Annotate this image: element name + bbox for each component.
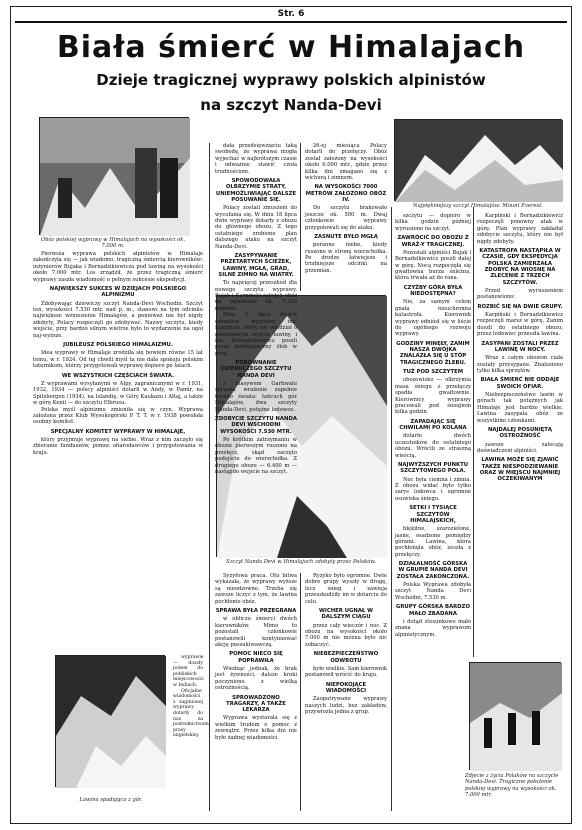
caption-climbers: Zdjęcie z życia Polaków na szczycie Nanda-Devi. Tragiczne położenie polskiej wyprawy na wysokości ok. 7.000 mtr. [465, 773, 559, 799]
section-heading: TUŻ POD SZCZYTEM [403, 369, 463, 376]
paragraph: Nie, za samym celem gnała nieuchronna katastrofa. Kierownik wyprawy odniósł się w liście do ogólnego rozwoju wyprawy. [395, 299, 471, 338]
section-heading: NIEPOKOJĄCE WIADOMOŚCI [325, 681, 367, 694]
top-rule [15, 21, 567, 23]
paragraph: w obliczu śmierci dwóch kierowników. Mimo to pozostali członkowie postanowili kontynuować akcję poszukiwawczą. [215, 616, 297, 648]
column-rule [300, 143, 301, 291]
section-heading: DZIAŁALNOŚĆ GÓRSKA W GRUPIE NANDA DEVI ZOSTAŁA ZAKOŃCZONA. [396, 561, 470, 580]
article-column-5 [477, 213, 563, 657]
paragraph: Dnia 2 lipca dwóch członków wyprawy, inż. Karpiński, który nie wiedział o gwałtownym zejściu lawiny, i inż. Bernadzikiewicz poszli przez niebezpieczny żleb w górę. [215, 312, 297, 357]
section-heading: WE WSZYSTKICH CZĘŚCIACH ŚWIATA. [61, 372, 175, 379]
paragraph: Ryzyko było ogromne. Dwie dobre grupy wyszły w drogę, lecz śnieg i zawieja przeszkodziły im w dotarciu do celu. [305, 573, 387, 605]
paragraph: Idea wyprawy w Himalaje zrodziła się bowiem równe 15 lat temu, w r. 1924. Od tej chwili myśl ta nie dała spokoju polskim taternikom, którzy przygotowali wyprawę dopiero po latach. [33, 350, 203, 370]
paragraph: poranne niebo, kiedy ruszono w stronę wierzchołka. Po drodze łatwiejsze i trudniejsze odcinki na przemian. [305, 242, 387, 274]
paragraph: Niebezpieczeństwo lawin w górach tak potężnych jak Himalaje jest bardzo wielkie. Lawina zasypała obóz ze wszystkimi członkami. [477, 391, 563, 424]
article-column-6 [215, 573, 297, 811]
article-column-8 [173, 655, 209, 811]
paragraph: przez cały wieczór i noc. Z obozu na wysokości około 7.000 m nie można było nic zobaczyć. [305, 622, 387, 648]
photo-everest [394, 119, 562, 201]
subheadline: Dzieje tragicznej wyprawy polskich alpinistów [96, 71, 486, 89]
paragraph: Polska myśl alpinizmu zmieniła się w czyn. Wyprawa założona przez Klub Wysokogórski P. T. T. w r. 1938 powołała osobny komitet. [33, 406, 203, 426]
paragraph: Polacy zostali zmuszeni do wycofania się. W dniu 18 lipca dwie wyprawy dotarły z obozu do głównego obozu. Z tego ostatniego zrobiono plan dalszego ataku na szczyt Nanda-Devi. [215, 205, 297, 250]
paragraph: dała przedsięwzięciu taką swobodę, że wyprawa mogła wyjechać w najkrótszym czasie i odważnie stawić czoła trudnościom. [215, 143, 297, 175]
column-rule [473, 207, 474, 657]
paragraph: z masywem Garhwalu sprawia wrażenie zupełnie innego świata: łańcuch gór Himalajów, dwa szczyty Nanda-Devi, potężne lodowce. [215, 381, 297, 413]
section-heading: BIAŁA ŚMIERĆ NIE ODDAJE SWOICH OFIAR. [480, 377, 560, 390]
section-heading: ZASYPANI ZOSTALI PRZEZ LAWINĘ W NOCY. [481, 340, 559, 353]
paragraph: Z wyprawami wysyłanymi w Alpy, zagranicznymi w r. 1931, 1932, 1934 — polscy alpiniści dotarli w Andy, w Pamir, na Spitsbergen (1934), na Islandię, w Góry Kaukazu i Altaj, a także w górę Kenii — do szczytu Elbrusu. [33, 380, 203, 407]
paragraph: Wraz z całym obozem ciała zostały przysypane. Znaleziono tylko kilka sprzętów. [477, 355, 563, 374]
paragraph: błękitne, szarozielone, jasne, osadzone pomiędzy górami. Lawina, która pochłonęła obóz, zeszła z przełęczy. [395, 526, 471, 558]
photo-avalanche-image [56, 656, 166, 788]
section-heading: ZASNUTE BYŁO MGŁĄ [314, 233, 378, 240]
article-column-4 [395, 213, 471, 811]
caption-avalanche: Lawina spadająca z gór. [79, 797, 143, 803]
section-heading: NAJDALEJ POSUNIĘTĄ OSTROŻNOŚĆ [487, 426, 553, 440]
photo-camp [39, 117, 189, 235]
paragraph: obozowisko — olbrzymia masa śniegu z przełęczy spadła gwałtownie. Kierownicy wyprawy pracowali pod śniegiem kilka godzin. [395, 377, 471, 416]
section-heading: SPECJALNY KOMITET WYPRAWY W HIMALAJE, [50, 428, 186, 435]
paragraph: Wyprawa wystarała się z wielkim trudem o pomoc z zewnątrz. Przez kilka dni nie było żadnej wiadomości. [215, 715, 297, 741]
section-heading: ZAWRÓCIĆ DO OBOZU Z WRAŻ-Y TRAGICZNEJ. [397, 235, 469, 248]
section-heading: CZYŻBY GÓRA BYŁA NIEDOSTĘPNA? [403, 284, 463, 298]
section-heading: ROZBIĆ SIĘ NA DWIE GRUPY. [477, 303, 563, 310]
paragraph: Zaopatrywane wyprawy naszych ludzi, bez zakładów, przywiozła jedna z grup. [305, 696, 387, 716]
section-heading: SPOWODOWAŁA OLBRZYMIE STRATY, UNIEMOŻLIWIAJĄC DALSZE POSUWANIE SIĘ. [215, 178, 297, 203]
section-heading: PORÓWNANIE DZIEWICZEGO SZCZYTU NANDA DEVI [220, 360, 292, 379]
section-heading: GRUPY GÓRSKA BARDZO MAŁO ZBADANA [395, 604, 471, 617]
paragraph: zawsze zalecają doświadczeni alpiniści. [477, 441, 563, 454]
paragraph: Pierwsza wyprawa polskich alpinistów w Himalaje zakończyła się — jak wiadomo, tragiczną śmiercią kierowników: inżynierów Bujaka i Bernadzikiewicza pod lawiną na wysokości około 7.000 mtr. Los zrządził, że przez tragiczną śmierć wyprawy zaszła wiadomość o pełnym sukcesie ekspedycji. [33, 251, 203, 283]
section-heading: ZAPADAJĄC SIĘ CHWILAMI PO KOLANA [399, 418, 467, 432]
section-heading: SPROWADZONO TRAGARZY, A TAKŻE LEKARZA [226, 694, 286, 714]
page-number: Str. 6 [277, 9, 305, 19]
caption-nanda-devi: Szczyt Nanda Devi w Himalajach zdobyty przez Polaków. [226, 559, 376, 565]
newspaper-page [10, 6, 572, 824]
photo-climbers-image [470, 663, 562, 771]
column-rule [209, 143, 210, 811]
paragraph: To najwięcej przeszkód dla nowego szczytu wyprawy. Bujak i Karpiński założyli obóz na wysokości ok. 7.200 metrów. [215, 280, 297, 312]
paragraph: Syzyfowa praca. Oto bitwa wykazała, że wyprawy wyższe są nieodzowne. Trzeba się zawsze liczyć z tym, że lawina pochłonie obóz. [215, 573, 297, 605]
section-heading: NIEBEZPIECZEŃSTWO ODWROTU [313, 651, 379, 664]
column-rule [300, 573, 301, 811]
headline: Biała śmierć w Himalajach [56, 30, 526, 65]
paragraph: Przed wyruszeniem postanowiono: [477, 287, 563, 301]
column-rule [391, 207, 392, 811]
section-heading: LAWINA MOŻE SIĘ ZJAWIĆ TAKŻE NIESPODZIEWANIE ORAZ W MIEJSCU NAJMNIEJ OCZEKIWANYM [479, 457, 561, 483]
subheadline-2: na szczyt Nanda-Devi [200, 96, 382, 114]
section-heading: NA WYSOKOŚCI 7000 METRÓW ZAŁOŻONO OBÓZ IV. [305, 184, 387, 204]
photo-camp-image [40, 118, 190, 236]
section-heading: POMOC NIECO SIĘ POPRAWIŁA [229, 651, 283, 664]
paragraph: Karpiński i Bernadzikiewicz rozpoczęli ponowny atak w górę. Plan wyprawy zakładał zdobycie szczytu, który nie był nigdy zdobyty. [477, 213, 563, 245]
photo-everest-image [395, 120, 563, 202]
paragraph: było wielkie. Sam kierownik postanowił wrócić do kraju. [305, 665, 387, 679]
paragraph: Zdobywając dziewiczy szczyt Nanda-Devi Wschodni. Szczyt ten, wysokości 7.530 mtr. nad p. m., stanowi na tym odcinku największe wzniesienie Himalajów, a ponieważ nie był nigdy zdobyty, Polacy rozpoczęli go zdobywać. Nazwy szczytu, kiedy wejście, przy bardzo silnym wietrze było to wydarzenie na ogół naj-wyższe. [33, 300, 203, 339]
paragraph: Noc była ciemna i zimna. Z obozu widać było tylko zarys lodowca i ogromne osuwiska śniegu. [395, 476, 471, 502]
section-heading: ZDOBYCIE SZCZYTU NANDA DEVI WSCHODNI WYSOKOŚCI 7.530 MTR. [215, 416, 297, 435]
paragraph: Oficjalne wiadomości z zaginionej wyprawy dotarły do nas za pośrednictwem prasy angielskiej. [173, 688, 209, 739]
paragraph: Polska Wyprawa zdobyła szczyt Nanda Devi Wschodni, 7.530 m. [395, 582, 471, 601]
caption-camp: Obóz polskiej wyprawy w Himalajach na wysokości ok. 7.000 m. [40, 237, 186, 250]
paragraph: Pozostali alpiniści Bujak i Bernadzikiewicz poszli dalej w górę. Nocą rozpoczęła się gwałtowna burza śnieżna, która trwała aż do rana. [395, 249, 471, 282]
paragraph: Do szczytu brakowało jeszcze ok. 500 m. Dwaj członkowie wyprawy przygotowali się do ataku. [305, 205, 387, 231]
section-heading: WICHER UGNAŁ W DALSZYM CIĄGU [319, 608, 373, 621]
section-heading: JUBILEUSZ POLSKIEGO HIMALAIZMU. [63, 342, 173, 349]
section-heading: SPRAWA BYŁA PRZEGRANA [215, 608, 297, 615]
paragraph: Wiedząc jednak, że brak jest żywności, dalsze kroki poczyniono z wielką ostrożnością. [215, 665, 297, 692]
section-heading: NAJWIĘKSZY SUKCES W DZIEJACH POLSKIEGO ALPINIZMU [49, 286, 187, 299]
caption-everest: Najpiękniejszy szczyt Himalajów: Mount Everest. [413, 203, 543, 209]
section-heading: KATASTROFA NASTĄPIŁA W CZASIE, GDY EKSPEDYCJA POLSKA ZAMIERZAŁA ZDOBYĆ NA WIOSNĘ NA ZLECENIE Z TRZECH SZCZYTÓW. [479, 248, 561, 286]
photo-climbers [469, 662, 561, 770]
section-heading: GODZINY MINĘŁY, ZANIM NASZA DWÓJKA ZNALAZŁA SIĘ U STÓP TRAGICZNEGO ŻLEBU. [396, 340, 470, 366]
section-heading: NAJWYŻSZYCH PUNKTU SZCZYTOWEGO POLA. [397, 462, 469, 475]
paragraph: dotarło dwóch uczestników do ostatniego obozu. Wrócili ze straszną wieścią. [395, 433, 471, 459]
paragraph: 26-ej miesiąca Polacy dotarli do przełęczy. Obóz został założony na wysokości około 6.000 mtr., gdzie przez kilka dni zmagano się z wichurą i zimnem. [305, 143, 387, 182]
article-column-1 [33, 251, 203, 649]
paragraph: wyprawie — doszły potem do pobliskich miejscowości w Indiach. [173, 655, 204, 688]
paragraph: i dotąd stosunkowo mało znana wyprawom alpinistycznym. [395, 618, 471, 638]
paragraph: szczytu — dopiero w kilka godzin później wyruszono na szczyt. [395, 213, 471, 232]
article-column-2 [215, 143, 297, 475]
section-heading: ZASYPYWANIE PRZETARTYCH ŚCIEŻEK, LAWINY, MGŁA, GRAD, SILNE ZIMNO NA WIATRY. [218, 253, 294, 278]
paragraph: który przyjmuje wyprawę na siebie. Wraz z nim zaczęło się zbieranie funduszów, pomoc ofiarodawców i przygotowania w kraju. [33, 437, 203, 456]
article-column-7 [305, 573, 387, 811]
article-column-3 [305, 143, 387, 291]
paragraph: Po krótkim zatrzymaniu w obozie pierwszym ruszono na przełęcz, skąd zaczęto podejście do wierzchołka. Z drugiego obozu — 6.400 m — nastąpiło wejście na szczyt. [215, 436, 297, 475]
photo-avalanche [55, 655, 165, 787]
section-heading: SETKI I TYSIĄCE SZCZYTÓW HIMALAJSKICH, [409, 505, 457, 524]
paragraph: Karpiński i Bernadzikiewicz rozpoczęli marsz w górę. Zanim doszli do ostatniego obozu, przez lodowiec przeszła lawina. [477, 311, 563, 338]
